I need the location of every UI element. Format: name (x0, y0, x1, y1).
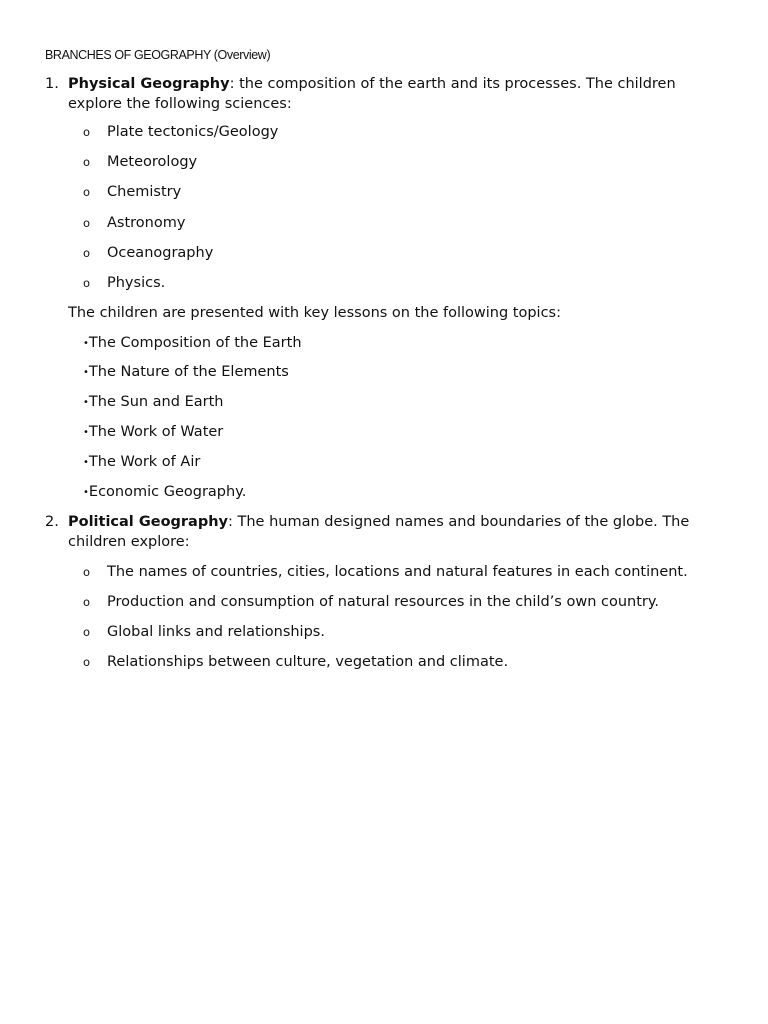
section-intro-text-line2: children explore: (68, 533, 190, 550)
hollow-bullet-icon: o (83, 276, 91, 290)
list-item (83, 593, 659, 613)
hollow-bullet-icon: o (83, 216, 91, 230)
list-item (83, 334, 302, 354)
section-intro (68, 75, 725, 114)
list-item (83, 214, 185, 234)
list-item (83, 274, 165, 294)
list-item-text: The Sun and Earth (88, 394, 224, 410)
section-number: 2. (45, 514, 59, 530)
list-item-text: The Nature of the Elements (88, 364, 289, 380)
section-heading: Political Geography (68, 514, 228, 530)
hollow-bullet-icon: o (83, 155, 91, 169)
list-item (83, 363, 289, 383)
list-item (83, 423, 223, 443)
list-item (83, 453, 200, 473)
bullet-icon: • (83, 487, 89, 498)
list-item (83, 623, 325, 643)
section-intro-text: : The human designed names and boundaries of the globe. The (228, 514, 690, 530)
list-item-text: The Work of Water (88, 424, 224, 440)
list-item (83, 183, 181, 203)
list-item (83, 483, 246, 503)
hollow-bullet-icon: o (83, 655, 91, 669)
list-item (83, 393, 223, 413)
section-intro (68, 513, 725, 552)
bullet-icon: • (83, 338, 89, 349)
section-physical-geography (45, 75, 725, 515)
section-intro-text-line2: explore the following sciences: (68, 95, 292, 112)
list-item-text: Astronomy (107, 215, 186, 231)
hollow-bullet-icon: o (83, 565, 91, 579)
list-item (83, 244, 213, 264)
list-item (83, 153, 197, 173)
list-item-text: Global links and relationships. (107, 624, 325, 640)
bullet-icon: • (83, 457, 89, 468)
list-item-text: The Composition of the Earth (88, 335, 302, 351)
hollow-bullet-icon: o (83, 246, 91, 260)
list-item-text: The Work of Air (88, 454, 201, 470)
lessons-intro: The children are presented with key lessons on the following topics: (68, 305, 561, 321)
list-item (83, 653, 508, 673)
bullet-icon: • (83, 367, 89, 378)
bullet-icon: • (83, 427, 89, 438)
hollow-bullet-icon: o (83, 125, 91, 139)
section-number: 1. (45, 76, 59, 92)
list-item-text: The names of countries, cities, locations and natural features in each continent. (107, 564, 688, 580)
section-political-geography (45, 513, 725, 683)
hollow-bullet-icon: o (83, 185, 91, 199)
bullet-icon: • (83, 397, 89, 408)
list-item-text: Oceanography (107, 245, 214, 261)
hollow-bullet-icon: o (83, 595, 91, 609)
list-item-text: Meteorology (107, 154, 198, 170)
section-intro-text: : the composition of the earth and its processes. The children (229, 76, 676, 92)
list-item-text: Relationships between culture, vegetation and climate. (107, 654, 509, 670)
list-item-text: Chemistry (107, 184, 182, 200)
section-heading: Physical Geography (68, 76, 230, 92)
list-item-text: Production and consumption of natural resources in the child’s own country. (107, 594, 659, 610)
list-item-text: Economic Geography. (88, 484, 247, 500)
document-title: BRANCHES OF GEOGRAPHY (Overview) (45, 48, 271, 62)
list-item-text: Physics. (107, 275, 166, 291)
list-item-text: Plate tectonics/Geology (107, 124, 279, 140)
list-item (83, 123, 278, 143)
list-item (83, 563, 688, 583)
hollow-bullet-icon: o (83, 625, 91, 639)
